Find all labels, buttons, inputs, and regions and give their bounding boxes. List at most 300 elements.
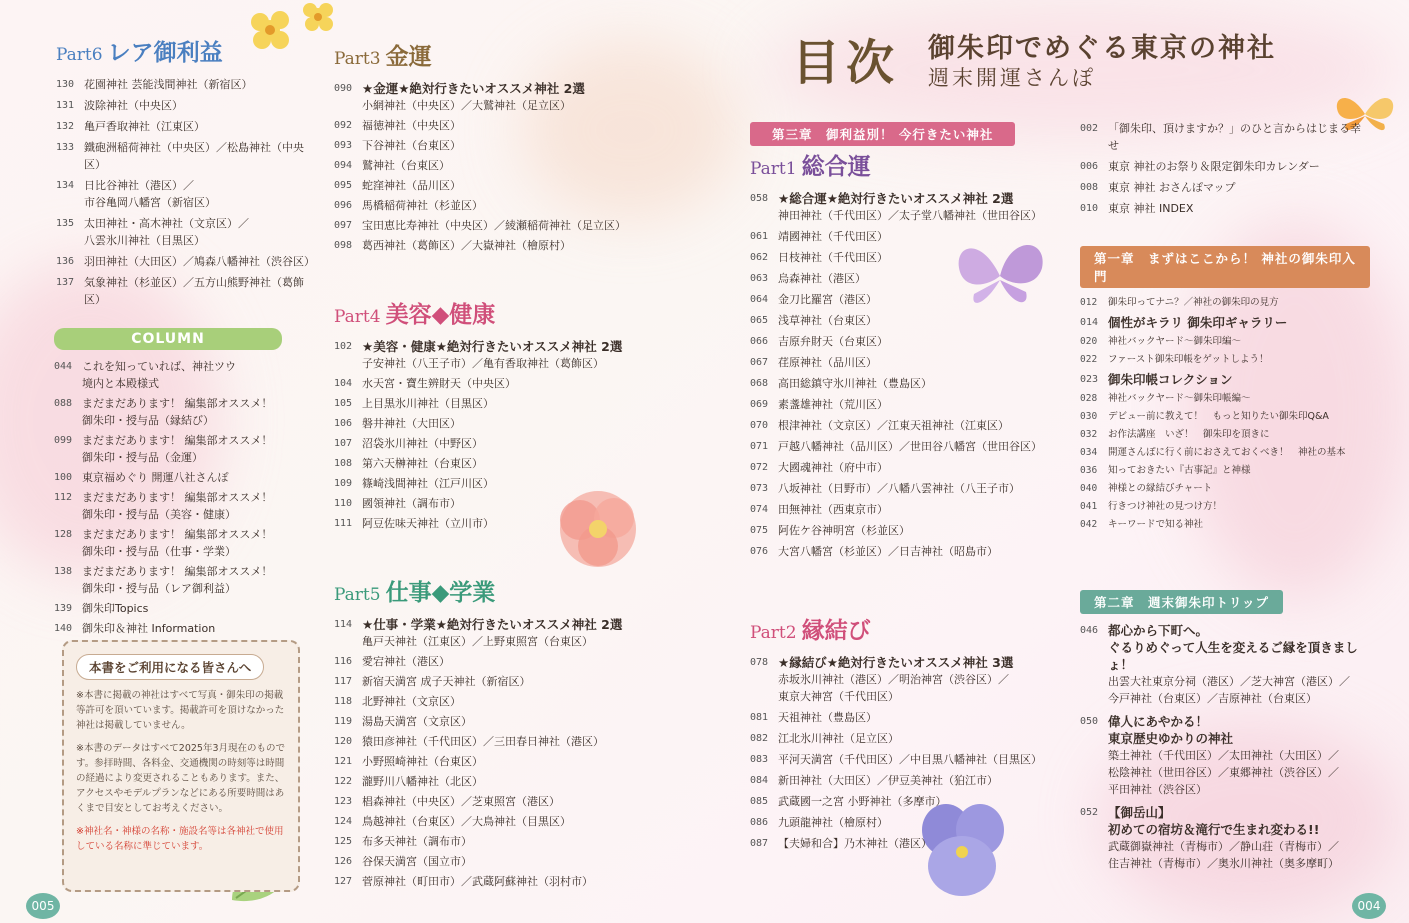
toc-entry-text: 荏原神社（品川区） xyxy=(778,356,877,369)
part-label: Part2 xyxy=(750,623,797,643)
toc-entry-title xyxy=(82,600,316,617)
toc-page-number: 130 xyxy=(56,79,75,90)
part5-section xyxy=(334,578,644,893)
toc-entry xyxy=(54,526,316,560)
toc-entry-text: ファースト御朱印帳をゲットしよう！ xyxy=(1108,354,1269,365)
toc-page-number: 008 xyxy=(1080,182,1099,193)
toc-page-number: 106 xyxy=(334,418,353,429)
toc-entry-title xyxy=(362,713,644,730)
toc-entry-text: 気象神社（杉並区）／五方山熊野神社（葛飾区） xyxy=(84,276,304,306)
toc-entry-title xyxy=(778,654,1060,705)
toc-entry xyxy=(1080,446,1370,460)
toc-entry-title xyxy=(362,873,644,890)
toc-entry-text: 鷲神社（台東区） xyxy=(362,159,450,172)
toc-entry-title xyxy=(362,80,644,114)
toc-entry xyxy=(1080,500,1370,514)
toc-entry-text: 鳥越神社（台東区）／大鳥神社（目黒区） xyxy=(362,815,571,828)
part-label: Part4 xyxy=(334,307,381,327)
notice-paragraph: ※本書のデータはすべて2025年3月現在のものです。参拝時間、各料金、交通機関の時刻等は時間の経過により変更されることもあります。また、アクセスやモデルプランなどにある所要時間はあくまで目安としてお考えください。 xyxy=(76,743,285,814)
toc-entry xyxy=(54,620,316,637)
toc-entry xyxy=(1080,353,1370,367)
toc-page-number: 071 xyxy=(750,441,769,452)
chapter1-heading: 第一章 まずはここから！ 神社の御朱印入門 xyxy=(1080,246,1370,288)
toc-entry-title xyxy=(82,526,316,560)
toc-page-number: 050 xyxy=(1080,716,1099,727)
toc-page-number: 067 xyxy=(750,357,769,368)
toc-page-number: 040 xyxy=(1080,483,1098,494)
toc-page-number: 137 xyxy=(56,277,75,288)
toc-page-number: 068 xyxy=(750,378,769,389)
part4-title xyxy=(334,300,501,334)
toc-page-number: 135 xyxy=(56,218,75,229)
toc-entry-subtext: 子安神社（八王子市）／亀有香取神社（葛飾区） xyxy=(362,357,604,370)
toc-entry-title xyxy=(778,249,1060,266)
toc-entry-text: 九頭龍神社（檜原村） xyxy=(778,816,888,829)
toc-entry-title xyxy=(1108,314,1370,331)
toc-entry-title xyxy=(84,97,318,114)
toc-entry-title xyxy=(778,417,1060,434)
toc-entry-subtext: 赤坂氷川神社（港区）／明治神宮（渋谷区）／ 東京大神宮（千代田区） xyxy=(778,673,1009,703)
toc-page-number: 083 xyxy=(750,754,769,765)
toc-page-number: 044 xyxy=(54,361,73,372)
toc-entry-text: 御朱印＆神社 Information xyxy=(82,622,216,635)
toc-entry-text: 椙森神社（中央区）／芝東照宮（港区） xyxy=(362,795,560,808)
toc-page-number: 126 xyxy=(334,856,353,867)
toc-entry xyxy=(334,653,644,670)
toc-page-number: 128 xyxy=(54,529,73,540)
toc-entry-title xyxy=(82,395,316,429)
toc-page-number: 063 xyxy=(750,273,769,284)
toc-entry xyxy=(1080,410,1370,424)
toc-entry-title xyxy=(362,197,644,214)
toc-page-number: 107 xyxy=(334,438,353,449)
notice-paragraph: ※本書に掲載の神社はすべて写真・御朱印の掲載等許可を頂いています。掲載許可を頂けなかった神社は掲載していません。 xyxy=(76,690,285,731)
toc-entry-text: 八坂神社（日野市）／八幡八雲神社（八王子市） xyxy=(778,482,1020,495)
toc-page-number: 066 xyxy=(750,336,769,347)
toc-entry-text: 太田神社・高木神社（文京区）／ 八雲氷川神社（目黒区） xyxy=(84,217,249,247)
toc-entry xyxy=(56,215,318,249)
toc-page-number: 041 xyxy=(1080,501,1098,512)
toc-entry-text: 天祖神社（豊島区） xyxy=(778,711,877,724)
toc-entry-text: 水天宮・寶生辨財天（中央区） xyxy=(362,377,516,390)
toc-entry-title xyxy=(1108,353,1370,367)
toc-page-number: 065 xyxy=(750,315,769,326)
toc-entry xyxy=(750,312,1060,329)
toc-entry-text: 靖國神社（千代田区） xyxy=(778,230,888,243)
toc-entry xyxy=(750,793,1060,810)
part6-list xyxy=(56,76,318,308)
toc-entry-title xyxy=(82,469,316,486)
toc-entry-title xyxy=(1108,713,1370,798)
toc-page-number: 114 xyxy=(334,619,353,630)
toc-entry xyxy=(1080,314,1370,331)
toc-entry-title xyxy=(82,432,316,466)
toc-page-number: 095 xyxy=(334,180,353,191)
toc-entry xyxy=(56,274,318,308)
toc-entry-text: お作法講座 いざ！ 御朱印を頂きに xyxy=(1108,429,1270,440)
toc-entry xyxy=(750,228,1060,245)
toc-entry-title xyxy=(1108,179,1370,196)
toc-page-number: 136 xyxy=(56,256,75,267)
toc-entry-title xyxy=(1108,428,1370,442)
toc-page-number: 138 xyxy=(54,566,73,577)
toc-page-number: 014 xyxy=(1080,317,1099,328)
toc-entry xyxy=(750,354,1060,371)
page-number-right: 004 xyxy=(1352,893,1386,919)
toc-entry xyxy=(750,730,1060,747)
toc-entry-subtext: 武蔵御嶽神社（青梅市）／静山荘（青梅市）／ 住吉神社（青梅市）／奥氷川神社（奥多摩町） xyxy=(1108,840,1339,870)
toc-entry xyxy=(750,654,1060,705)
toc-entry-title xyxy=(1108,410,1370,424)
toc-entry-title xyxy=(362,475,644,492)
part2-title xyxy=(750,616,877,650)
toc-entry-title xyxy=(82,620,316,637)
toc-entry-subtext: 小網神社（中央区）／大鷲神社（足立区） xyxy=(362,99,571,112)
toc-entry-text: 愛宕神社（港区） xyxy=(362,655,450,668)
toc-entry xyxy=(334,455,644,472)
toc-entry-title xyxy=(1108,371,1370,388)
column-list xyxy=(54,358,316,637)
toc-page-number: 074 xyxy=(750,504,769,515)
toc-entry-text: 日比谷神社（港区）／ 市谷亀岡八幡宮（新宿区） xyxy=(84,179,216,209)
part-name: 金運 xyxy=(385,43,432,70)
toc-entry xyxy=(1080,482,1370,496)
toc-entry xyxy=(334,415,644,432)
toc-entry-title xyxy=(1108,482,1370,496)
toc-entry xyxy=(54,563,316,597)
toc-entry-title xyxy=(1108,518,1370,532)
toc-entry-title xyxy=(778,772,1060,789)
toc-entry-title xyxy=(778,312,1060,329)
toc-entry-title xyxy=(1108,500,1370,514)
part5-title xyxy=(334,578,501,612)
toc-entry xyxy=(1080,428,1370,442)
toc-entry-text: 谷保天満宮（国立市） xyxy=(362,855,472,868)
toc-entry-text: 【御岳山】 初めての宿坊＆滝行で生まれ変わる!! xyxy=(1108,805,1320,837)
toc-entry-text: 御朱印帳コレクション xyxy=(1108,372,1233,387)
toc-entry-text: 東京 神社のお祭り＆限定御朱印カレンダー xyxy=(1108,160,1320,173)
toc-entry-text: 偉人にあやかる！ 東京歴史ゆかりの神社 xyxy=(1108,714,1234,746)
toc-entry-text: デビュー前に教えて！ もっと知りたい御朱印Q&A xyxy=(1108,411,1329,422)
toc-entry-text: 花園神社 芸能浅間神社（新宿区） xyxy=(84,78,253,91)
toc-entry-text: 根津神社（文京区）／江東天祖神社（江東区） xyxy=(778,419,1009,432)
toc-page-number: 086 xyxy=(750,817,769,828)
toc-page-number: 134 xyxy=(56,180,75,191)
toc-entry-title xyxy=(778,751,1060,768)
part-label: Part3 xyxy=(334,49,381,69)
toc-entry xyxy=(334,616,644,650)
toc-page-number: 124 xyxy=(334,816,353,827)
toc-entry-title xyxy=(362,753,644,770)
toc-entry xyxy=(750,333,1060,350)
toc-page-number: 058 xyxy=(750,193,769,204)
toc-entry xyxy=(334,495,644,512)
toc-entry xyxy=(334,833,644,850)
toc-entry-title xyxy=(362,693,644,710)
toc-entry-text: 上目黒氷川神社（目黒区） xyxy=(362,397,494,410)
toc-entry xyxy=(750,480,1060,497)
toc-page-number: 119 xyxy=(334,716,353,727)
toc-page-number: 078 xyxy=(750,657,769,668)
toc-entry-text: 個性がキラリ 御朱印ギャラリー xyxy=(1108,315,1288,330)
toc-page-number: 100 xyxy=(54,472,73,483)
toc-entry-text: ★総合運★絶対行きたいオススメ神社 2選 xyxy=(778,191,1014,206)
toc-page-number: 122 xyxy=(334,776,353,787)
toc-page-number: 034 xyxy=(1080,447,1098,458)
toc-entry-title xyxy=(362,833,644,850)
toc-entry-title xyxy=(778,480,1060,497)
toc-entry-text: 「御朱印、頂けますか？」のひと言からはじまる幸せ xyxy=(1108,122,1361,152)
toc-page-number: 112 xyxy=(54,492,73,503)
toc-entry xyxy=(54,600,316,617)
notice-box xyxy=(62,640,300,892)
toc-entry-text: 神社バックヤード〜御朱印編〜 xyxy=(1108,336,1242,347)
toc-page-number: 098 xyxy=(334,240,353,251)
toc-entry xyxy=(56,118,318,135)
toc-entry-subtext: 築土神社（千代田区）／太田神社（大田区）／ 松陰神社（世田谷区）／東郷神社（渋谷区）／ 平田神社（渋谷区） xyxy=(1108,749,1339,796)
toc-entry xyxy=(54,395,316,429)
toc-page-number: 081 xyxy=(750,712,769,723)
toc-entry-text: まだまだあります！ 編集部オススメ！ 御朱印・授与品（仕事・学業） xyxy=(82,528,273,558)
toc-entry xyxy=(56,97,318,114)
toc-entry-text: 【夫婦和合】乃木神社（港区） xyxy=(778,837,932,850)
toc-entry xyxy=(334,853,644,870)
toc-entry xyxy=(1080,804,1370,872)
toc-page-number: 036 xyxy=(1080,465,1098,476)
toc-entry-title xyxy=(778,730,1060,747)
toc-page-number: 022 xyxy=(1080,354,1098,365)
toc-entry-title xyxy=(362,415,644,432)
toc-entry-text: 江北氷川神社（足立区） xyxy=(778,732,899,745)
toc-entry-text: 菅原神社（町田市）／武蔵阿蘇神社（羽村市） xyxy=(362,875,593,888)
toc-page-number: 097 xyxy=(334,220,353,231)
toc-entry-title xyxy=(362,237,644,254)
toc-page-number: 070 xyxy=(750,420,769,431)
part2-list xyxy=(750,654,1060,852)
column-section xyxy=(54,328,316,640)
toc-entry-title xyxy=(1108,622,1370,707)
part-name: 縁結び xyxy=(801,617,871,644)
toc-entry xyxy=(334,515,644,532)
toc-entry-text: 亀戸香取神社（江東区） xyxy=(84,120,205,133)
toc-entry-text: 御朱印Topics xyxy=(82,602,149,615)
page-number-left: 005 xyxy=(26,893,60,919)
toc-entry-title xyxy=(84,118,318,135)
toc-entry-text: 馬橋稲荷神社（杉並区） xyxy=(362,199,483,212)
toc-entry-title xyxy=(362,653,644,670)
toc-entry xyxy=(334,117,644,134)
toc-entry-text: ★仕事・学業★絶対行きたいオススメ神社 2選 xyxy=(362,617,623,632)
toc-entry-subtext: 亀戸天神社（江東区）／上野東照宮（台東区） xyxy=(362,635,593,648)
toc-entry-title xyxy=(778,396,1060,413)
toc-entry-title xyxy=(362,773,644,790)
toc-entry-text: 波除神社（中央区） xyxy=(84,99,183,112)
toc-page-number: 120 xyxy=(334,736,353,747)
toc-entry-title xyxy=(84,139,318,173)
toc-entry-text: 湯島天満宮（文京区） xyxy=(362,715,472,728)
toc-entry-title xyxy=(362,733,644,750)
part6-title xyxy=(56,38,229,72)
toc-entry-title xyxy=(362,515,644,532)
toc-entry-title xyxy=(778,354,1060,371)
toc-entry-text: 第六天榊神社（台東区） xyxy=(362,457,483,470)
toc-entry-title xyxy=(362,177,644,194)
toc-page-number: 090 xyxy=(334,83,353,94)
toc-entry-title xyxy=(778,522,1060,539)
toc-entry xyxy=(334,80,644,114)
toc-entry xyxy=(56,177,318,211)
toc-page-number: 023 xyxy=(1080,374,1099,385)
toc-entry-title xyxy=(1108,335,1370,349)
toc-entry-text: キーワードで知る神社 xyxy=(1108,519,1204,530)
book-title: 御朱印でめぐる東京の神社 xyxy=(928,33,1276,64)
toc-entry-subtext: 出雲大社東京分祠（港区）／芝大神宮（港区）／ 今戸神社（台東区）／吉原神社（台東区） xyxy=(1108,675,1350,705)
toc-entry xyxy=(750,814,1060,831)
toc-page-number: 073 xyxy=(750,483,769,494)
part4-list xyxy=(334,338,644,532)
part-label: Part1 xyxy=(750,159,797,179)
toc-page-number: 061 xyxy=(750,231,769,242)
toc-entry-text: 日枝神社（千代田区） xyxy=(778,251,888,264)
toc-entry-text: 御朱印ってナニ？／神社の御朱印の見方 xyxy=(1108,297,1279,308)
toc-entry-title xyxy=(778,375,1060,392)
toc-entry xyxy=(334,237,644,254)
toc-page-number: 028 xyxy=(1080,393,1098,404)
toc-entry-title xyxy=(1108,200,1370,217)
toc-entry-title xyxy=(778,543,1060,560)
toc-entry-title xyxy=(778,190,1060,224)
toc-entry-title xyxy=(778,814,1060,831)
toc-entry xyxy=(54,358,316,392)
part1-list xyxy=(750,190,1060,560)
toc-entry-text: 猿田彦神社（千代田区）／三田春日神社（港区） xyxy=(362,735,604,748)
toc-entry-title xyxy=(84,177,318,211)
toc-entry-title xyxy=(778,709,1060,726)
toc-entry-subtext: 神田神社（千代田区）／太子堂八幡神社（世田谷区） xyxy=(778,209,1042,222)
toc-entry-text: 東京福めぐり 開運八社さんぽ xyxy=(82,471,229,484)
toc-page-number: 108 xyxy=(334,458,353,469)
toc-entry-title xyxy=(82,489,316,523)
toc-entry-text: 高田総鎮守氷川神社（豊島区） xyxy=(778,377,932,390)
chapter2-section xyxy=(1080,590,1370,878)
toc-entry xyxy=(750,249,1060,266)
toc-entry-text: 瀧野川八幡神社（北区） xyxy=(362,775,483,788)
toc-entry-title xyxy=(362,137,644,154)
toc-page-number: 032 xyxy=(1080,429,1098,440)
toc-entry-text: 大宮八幡宮（杉並区）／日吉神社（昭島市） xyxy=(778,545,998,558)
toc-page-number: 020 xyxy=(1080,336,1098,347)
toc-entry xyxy=(334,375,644,392)
toc-entry xyxy=(334,177,644,194)
toc-page-number: 099 xyxy=(54,435,73,446)
toc-entry xyxy=(750,190,1060,224)
toc-entry-title xyxy=(1108,158,1370,175)
intro-section xyxy=(1080,120,1370,221)
toc-entry-text: 下谷神社（台東区） xyxy=(362,139,461,152)
toc-page-number: 030 xyxy=(1080,411,1098,422)
toc-entry-text: 金刀比羅宮（港区） xyxy=(778,293,877,306)
toc-entry-text: 葛西神社（葛飾区）／大嶽神社（檜原村） xyxy=(362,239,571,252)
toc-entry xyxy=(56,139,318,173)
toc-entry-text: 平河天満宮（千代田区）／中目黒八幡神社（目黒区） xyxy=(778,753,1042,766)
toc-entry xyxy=(1080,713,1370,798)
chapter2-list xyxy=(1080,622,1370,872)
part-name: レア御利益 xyxy=(107,39,223,66)
toc-entry xyxy=(54,432,316,466)
toc-entry-text: 鐵砲洲稲荷神社（中央区）／松島神社（中央区） xyxy=(84,141,304,171)
toc-page-number: 094 xyxy=(334,160,353,171)
toc-entry xyxy=(334,793,644,810)
toc-page-number: 082 xyxy=(750,733,769,744)
toc-entry-text: 國領神社（調布市） xyxy=(362,497,461,510)
part-name: 仕事◆学業 xyxy=(385,579,496,606)
toc-entry xyxy=(334,475,644,492)
toc-entry xyxy=(54,469,316,486)
book-subtitle: 週末開運さんぽ xyxy=(928,66,1096,90)
toc-entry-text: 羽田神社（大田区）／鳩森八幡神社（渋谷区） xyxy=(84,255,315,268)
toc-entry xyxy=(334,733,644,750)
toc-entry-title xyxy=(1108,446,1370,460)
toc-entry xyxy=(334,713,644,730)
toc-page-number: 002 xyxy=(1080,123,1099,134)
toc-entry-title xyxy=(362,495,644,512)
toc-entry-text: 阿豆佐味天神社（立川市） xyxy=(362,517,494,530)
chapter1-section xyxy=(1080,246,1370,536)
toc-page-number: 087 xyxy=(750,838,769,849)
toc-page-number: 140 xyxy=(54,623,73,634)
toc-page-number: 110 xyxy=(334,498,353,509)
toc-entry xyxy=(750,270,1060,287)
toc-entry xyxy=(334,395,644,412)
part-name: 総合運 xyxy=(801,153,871,180)
chapter3-heading: 第三章 御利益別！ 今行きたい神社 xyxy=(750,122,1015,146)
toc-entry-title xyxy=(84,76,318,93)
toc-page-number: 093 xyxy=(334,140,353,151)
toc-entry-text: 東京 神社 INDEX xyxy=(1108,202,1194,215)
toc-page-number: 092 xyxy=(334,120,353,131)
toc-page-number: 111 xyxy=(334,518,353,529)
toc-entry-text: 田無神社（西東京市） xyxy=(778,503,888,516)
toc-entry-title xyxy=(82,563,316,597)
toc-entry xyxy=(1080,335,1370,349)
toc-entry-title xyxy=(362,395,644,412)
toc-entry-title xyxy=(1108,120,1370,154)
toc-entry-text: 阿佐ケ谷神明宮（杉並区） xyxy=(778,524,910,537)
toc-entry xyxy=(1080,392,1370,406)
chapter1-list xyxy=(1080,296,1370,532)
toc-entry xyxy=(1080,179,1370,196)
toc-entry-text: 蛇窪神社（品川区） xyxy=(362,179,461,192)
toc-entry xyxy=(750,751,1060,768)
toc-entry-title xyxy=(362,157,644,174)
toc-entry-text: 戸越八幡神社（品川区）／世田谷八幡宮（世田谷区） xyxy=(778,440,1042,453)
toc-entry-title xyxy=(362,338,644,372)
toc-entry-text: 吉原弁財天（台東区） xyxy=(778,335,888,348)
part-label: Part6 xyxy=(56,45,103,65)
notice-title: 本書をご利用になる皆さんへ xyxy=(76,654,264,680)
toc-entry-title xyxy=(84,253,318,270)
toc-entry xyxy=(750,291,1060,308)
toc-entry-text: まだまだあります！ 編集部オススメ！ 御朱印・授与品（金運） xyxy=(82,434,273,464)
toc-entry-text: 烏森神社（港区） xyxy=(778,272,866,285)
part1-title xyxy=(750,152,877,186)
toc-entry-title xyxy=(362,375,644,392)
toc-entry-text: ★美容・健康★絶対行きたいオススメ神社 2選 xyxy=(362,339,623,354)
page-header xyxy=(792,24,1352,104)
toc-entry-text: 福徳神社（中央区） xyxy=(362,119,461,132)
toc-entry xyxy=(334,217,644,234)
toc-entry-text: ★金運★絶対行きたいオススメ神社 2選 xyxy=(362,81,585,96)
